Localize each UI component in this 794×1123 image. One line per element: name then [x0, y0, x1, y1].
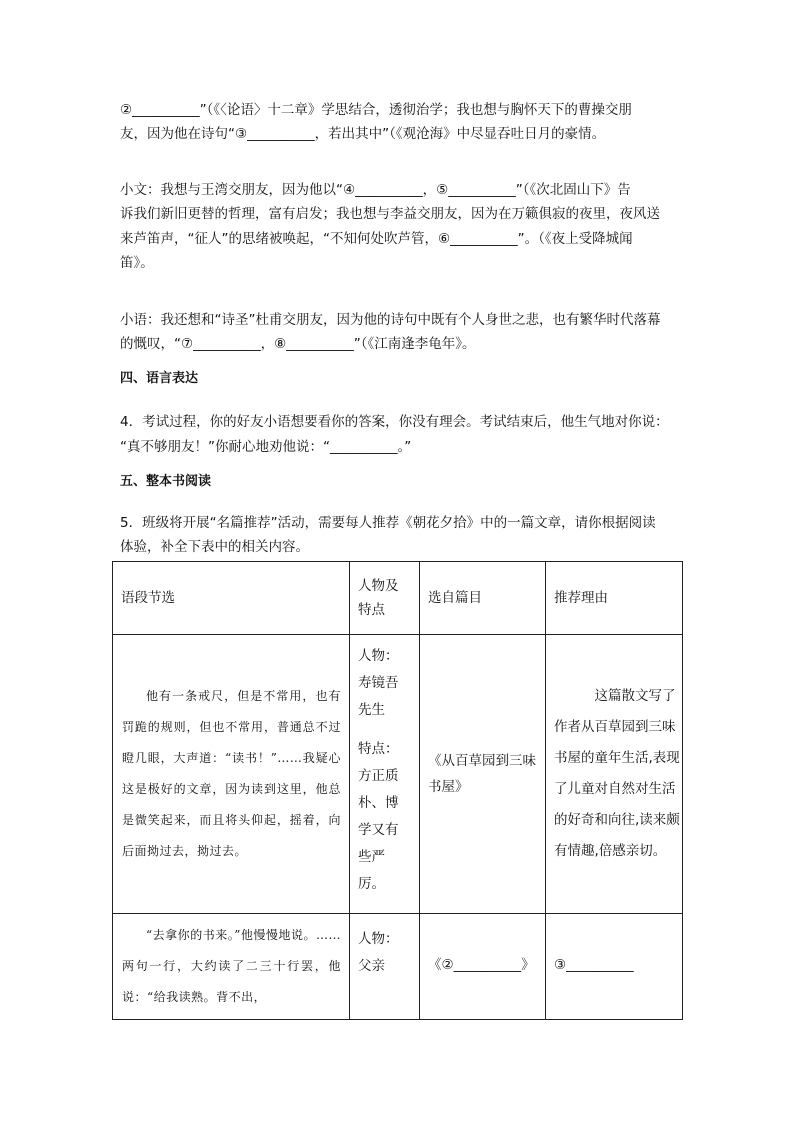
xiaowen-line-4: 笛》。 — [120, 255, 154, 271]
question-5-line-2: 体验，补全下表中的相关内容。 — [120, 539, 309, 555]
row1-character: 人物：寿镜吾先生 — [358, 648, 399, 718]
header-excerpt: 语段节选 — [113, 562, 350, 635]
row2-excerpt-cell — [113, 914, 350, 1020]
row1-trait: 特点：方正质朴、博学又有些严厉。 — [358, 741, 399, 892]
row1-reason-cell — [546, 635, 683, 914]
intro-line-1: ②__________”（《〈论语〉十二章》学思结合，透彻治学；我也想与胸怀天下的曹操交朋 — [120, 102, 632, 118]
section-5-heading: 五、整本书阅读 — [120, 474, 212, 489]
row1-reason: 这篇散文写了作者从百草园到三味书屋的童年生活,表现了儿童对自然对生活的好奇和向往,读来颇有情趣,倍感亲切。 — [554, 688, 680, 859]
section-4-heading: 四、语言表达 — [120, 371, 199, 386]
xiaoyu-line-2: 的慨叹，“⑦__________，⑧__________”（《江南逢李龟年》。 — [120, 336, 476, 352]
xiaowen-line-3: 来芦笛声，“征人”的思绪被唤起，“不知何处吹芦管，⑥__________”。（《夜上受降城闻 — [120, 231, 633, 247]
row2-character: 人物：父亲 — [358, 931, 399, 974]
recommendation-table — [112, 561, 683, 1020]
table-row — [113, 635, 683, 914]
xiaowen-line-1: 小文：我想与王湾交朋友，因为他以“④__________，⑤__________”（《次北固山下》告 — [120, 182, 631, 198]
header-character: 人物及特点 — [350, 562, 420, 635]
row2-reason: ③__________ — [554, 957, 634, 973]
question-4-line-1: 4．考试过程，你的好友小语想要看你的答案，你没有理会。考试结束后，他生气地对你说： — [120, 414, 669, 430]
intro-line-2: 友，因为他在诗句“③__________，若出其中”（《观沧海》中尽显吞吐日月的豪情。 — [120, 126, 606, 142]
row2-reason-cell — [546, 914, 683, 1020]
table-row — [113, 914, 683, 1020]
row1-source-cell — [420, 635, 546, 914]
question-4-line-2: “真不够朋友！”你耐心地劝他说：“__________。” — [120, 439, 412, 455]
row2-source-cell — [420, 914, 546, 1020]
row1-character-cell — [350, 635, 420, 914]
header-reason: 推荐理由 — [546, 562, 683, 635]
row2-source: 《②__________》 — [428, 957, 535, 973]
row2-character-cell — [350, 914, 420, 1020]
row1-excerpt: 他有一条戒尺，但是不常用，也有罚跪的规则，但也不常用，普通总不过瞪几眼，大声道：“读书！”……我疑心这是极好的文章，因为读到这里，他总是微笑起来，而且将头仰起，摇着，向后面拗过去，拗过去。 — [122, 689, 341, 858]
row2-excerpt: “去拿你的书来。”他慢慢地说。……两句一行，大约读了二三十行罢，他说：“给我读熟。背不出， — [122, 928, 341, 1004]
table-header-row — [113, 562, 683, 635]
header-source: 选自篇目 — [420, 562, 546, 635]
question-5-line-1: 5．班级将开展“名篇推荐”活动，需要每人推荐《朝花夕拾》中的一篇文章，请你根据阅读 — [120, 515, 656, 531]
row1-source: 《从百草园到三味书屋》 — [428, 753, 536, 795]
xiaoyu-line-1: 小语：我还想和“诗圣”杜甫交朋友，因为他的诗句中既有个人身世之悲，也有繁华时代落幕 — [120, 312, 661, 328]
xiaowen-line-2: 诉我们新旧更替的哲理，富有启发；我也想与李益交朋友，因为在万籁俱寂的夜里，夜风送 — [120, 206, 660, 222]
row1-excerpt-cell — [113, 635, 350, 914]
